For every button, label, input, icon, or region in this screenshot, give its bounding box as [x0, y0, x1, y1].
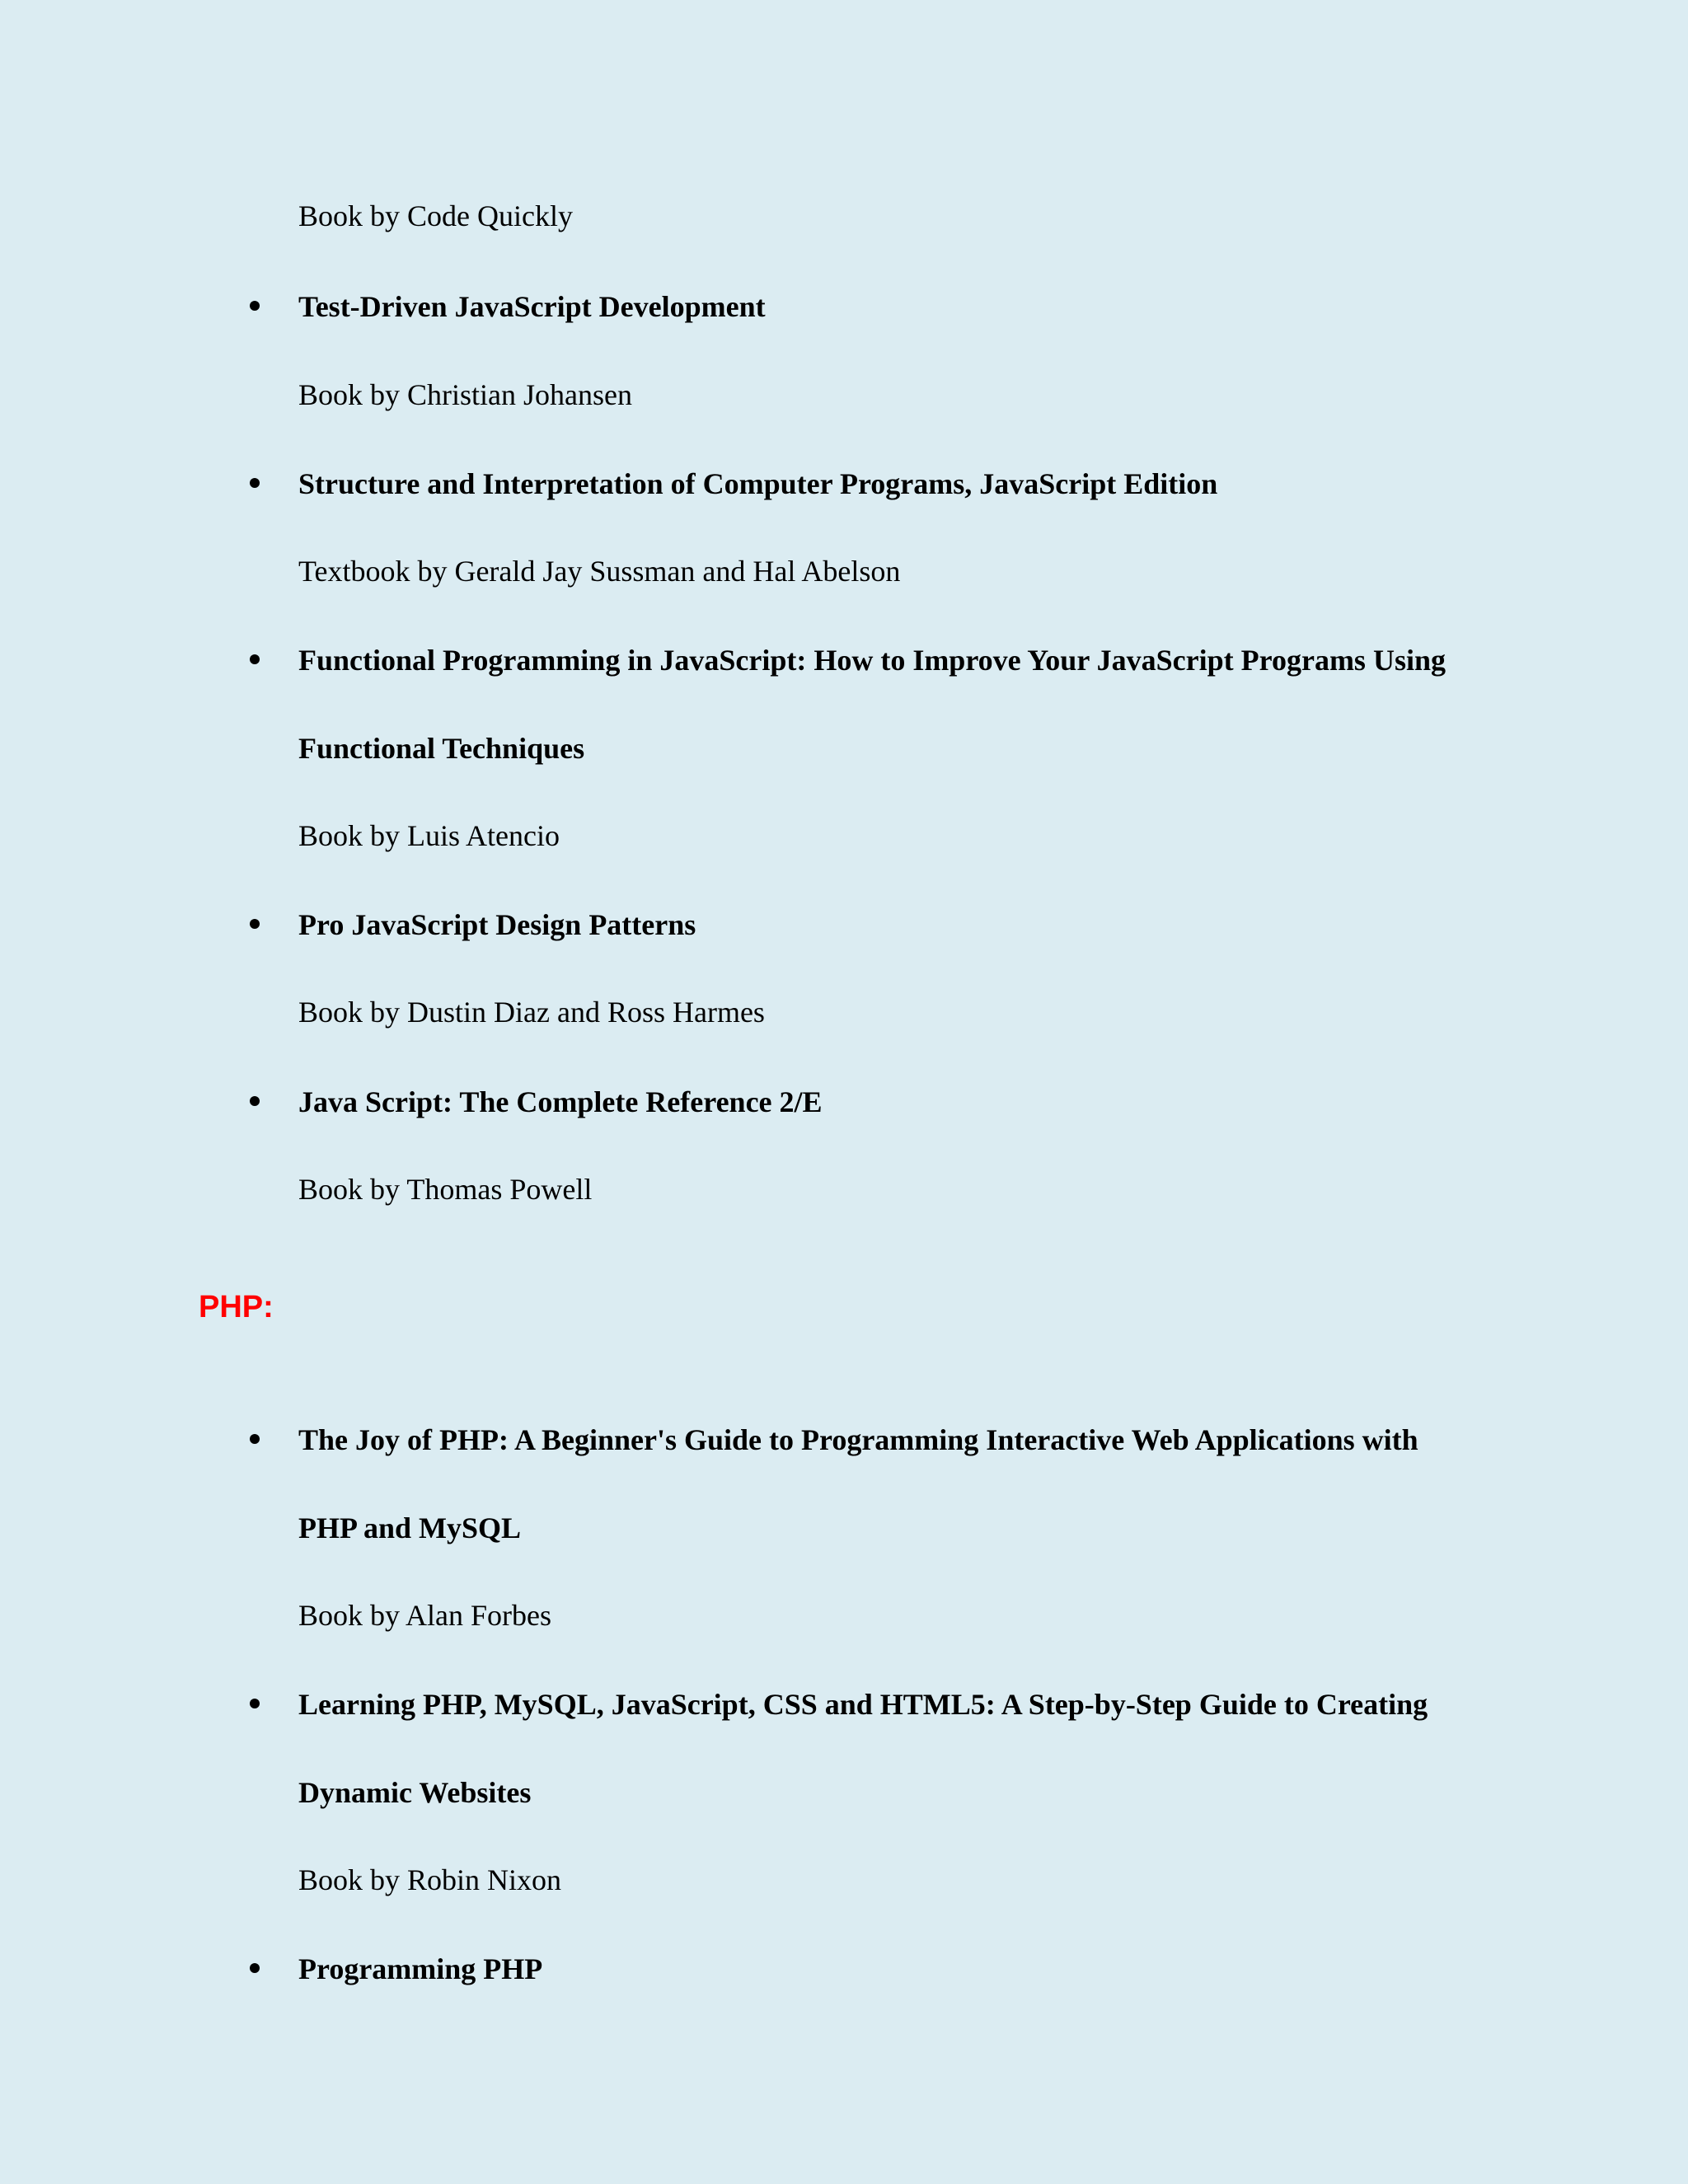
book-title: The Joy of PHP: A Beginner's Guide to Programming Interactive Web Applications with [298, 1423, 1418, 1456]
book-author: Book by Christian Johansen [298, 378, 632, 411]
book-author: Book by Thomas Powell [298, 1173, 593, 1206]
book-title: Java Script: The Complete Reference 2/E [298, 1085, 823, 1118]
book-title: Learning PHP, MySQL, JavaScript, CSS and HTML5: A Step-by-Step Guide to Creating [298, 1688, 1428, 1721]
book-title: Test-Driven JavaScript Development [298, 290, 766, 323]
book-author: Textbook by Gerald Jay Sussman and Hal Abelson [298, 555, 901, 588]
bullet-icon [250, 1434, 260, 1444]
book-title-continued: Dynamic Websites [298, 1776, 532, 1809]
book-title: Pro JavaScript Design Patterns [298, 908, 696, 941]
book-title-continued: Functional Techniques [298, 732, 585, 765]
section-heading-php: PHP: [199, 1290, 274, 1324]
bullet-icon [250, 1096, 260, 1106]
book-title: Structure and Interpretation of Computer Programs, JavaScript Edition [298, 467, 1218, 500]
bullet-icon [250, 478, 260, 488]
book-author: Book by Robin Nixon [298, 1863, 562, 1896]
bullet-icon [250, 654, 260, 664]
book-title: Functional Programming in JavaScript: How to Improve Your JavaScript Programs Using [298, 644, 1446, 677]
book-author: Book by Luis Atencio [298, 819, 560, 852]
book-title: Programming PHP [298, 1952, 543, 1985]
book-author: Book by Alan Forbes [298, 1599, 552, 1632]
book-author: Book by Code Quickly [298, 199, 573, 232]
book-title-continued: PHP and MySQL [298, 1511, 522, 1544]
bullet-icon [250, 1963, 260, 1973]
bullet-icon [250, 919, 260, 929]
book-author: Book by Dustin Diaz and Ross Harmes [298, 996, 765, 1029]
bullet-icon [250, 301, 260, 311]
bullet-icon [250, 1699, 260, 1708]
